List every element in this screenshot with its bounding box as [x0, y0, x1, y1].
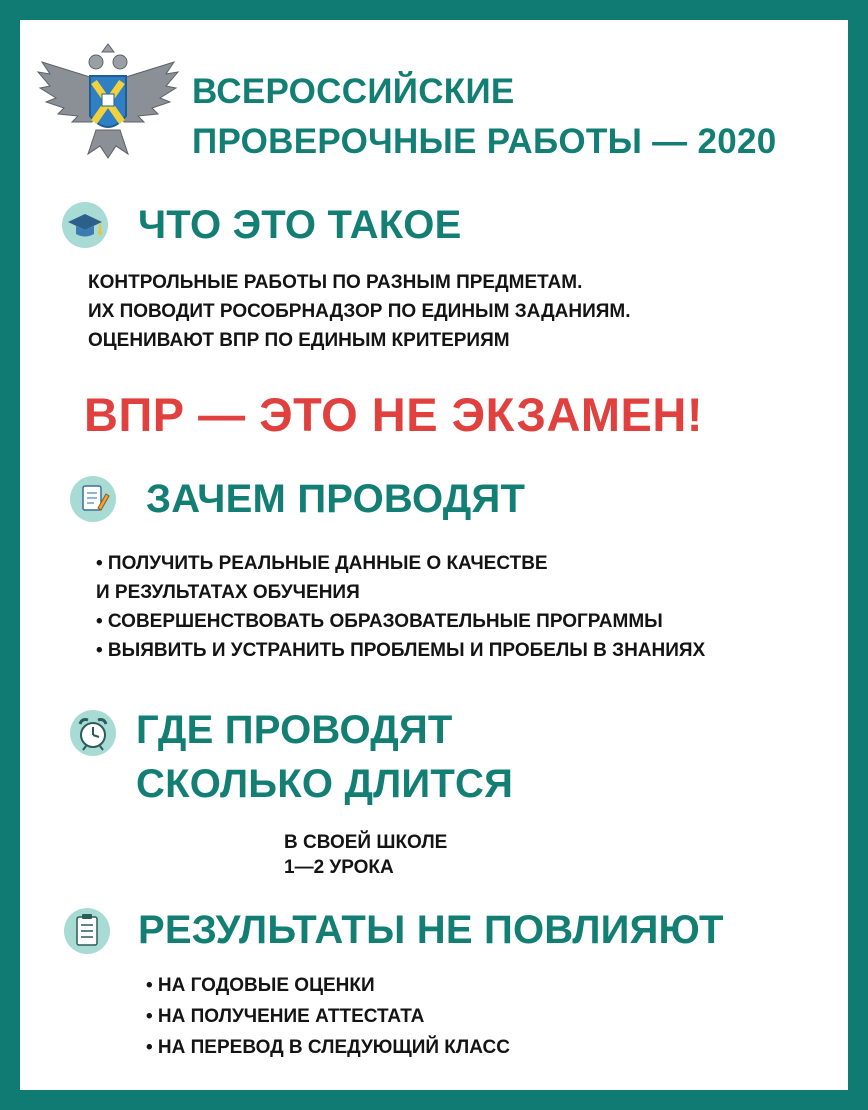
page-title-line-2: ПРОВЕРОЧНЫЕ РАБОТЫ — 2020 — [192, 122, 777, 161]
where-line-2: 1—2 УРОКА — [284, 857, 394, 878]
results-line-2: • НА ПОЛУЧЕНИЕ АТТЕСТАТА — [146, 1006, 425, 1027]
graduation-cap-icon — [62, 202, 108, 248]
section-heading-where-line-2: СКОЛЬКО ДЛИТСЯ — [136, 762, 514, 806]
what-line-3: ОЦЕНИВАЮТ ВПР ПО ЕДИНЫМ КРИТЕРИЯМ — [88, 330, 510, 351]
checklist-icon — [64, 908, 110, 954]
what-line-1: КОНТРОЛЬНЫЕ РАБОТЫ ПО РАЗНЫМ ПРЕДМЕТАМ. — [88, 272, 583, 293]
why-line-4: • ВЫЯВИТЬ И УСТРАНИТЬ ПРОБЛЕМЫ И ПРОБЕЛЫ В ЗНАНИЯХ — [96, 640, 706, 661]
poster-page — [20, 20, 848, 1090]
document-pen-icon — [70, 476, 116, 522]
where-line-1: В СВОЕЙ ШКОЛЕ — [284, 832, 448, 853]
not-exam-banner: ВПР — ЭТО НЕ ЭКЗАМЕН! — [84, 388, 703, 441]
what-line-2: ИХ ПОВОДИТ РОСОБРНАДЗОР ПО ЕДИНЫМ ЗАДАНИЯМ. — [88, 301, 631, 322]
section-heading-what: ЧТО ЭТО ТАКОЕ — [138, 203, 462, 247]
section-heading-why: ЗАЧЕМ ПРОВОДЯТ — [146, 477, 526, 521]
page-title-line-1: ВСЕРОССИЙСКИЕ — [192, 72, 515, 111]
alarm-clock-icon — [70, 710, 116, 756]
section-heading-results: РЕЗУЛЬТАТЫ НЕ ПОВЛИЯЮТ — [138, 908, 724, 952]
why-line-3: • СОВЕРШЕНСТВОВАТЬ ОБРАЗОВАТЕЛЬНЫЕ ПРОГРАММЫ — [96, 611, 663, 632]
results-line-3: • НА ПЕРЕВОД В СЛЕДУЮЩИЙ КЛАСС — [146, 1037, 510, 1058]
why-line-1: • ПОЛУЧИТЬ РЕАЛЬНЫЕ ДАННЫЕ О КАЧЕСТВЕ — [96, 553, 548, 574]
eagle-emblem-icon — [32, 42, 184, 164]
why-line-2: И РЕЗУЛЬТАТАХ ОБУЧЕНИЯ — [96, 582, 360, 603]
section-heading-where-line-1: ГДЕ ПРОВОДЯТ — [136, 708, 453, 752]
results-line-1: • НА ГОДОВЫЕ ОЦЕНКИ — [146, 975, 375, 996]
